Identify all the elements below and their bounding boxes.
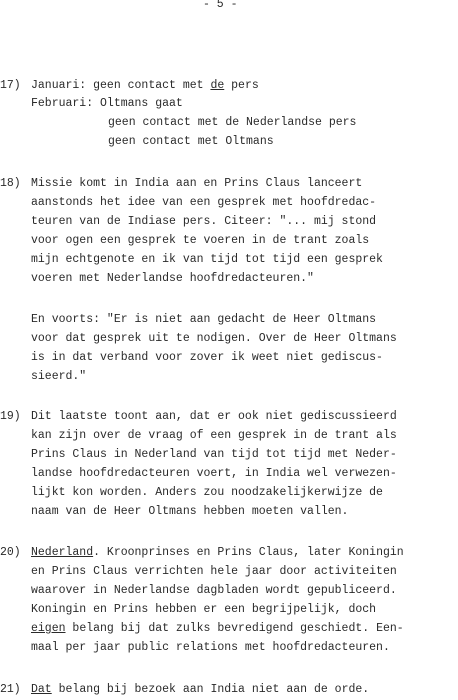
section-20-line-5: eigen belang bij dat zulks bevredigend geschiedt. Een- <box>31 622 404 635</box>
section-17-line-2: Februari: Oltmans gaat <box>31 97 183 110</box>
paragraph-line: maal per jaar public relations met hoofdredacteuren. <box>31 641 390 654</box>
paragraph-line: lijkt kon worden. Anders zou noodzakelijkerwijze de <box>31 486 383 499</box>
paragraph-line: mijn echtgenote en ik van tijd tot tijd een gesprek <box>31 253 383 266</box>
section-17-line-4: geen contact met Oltmans <box>108 135 274 148</box>
paragraph-line: Prins Claus in Nederland van tijd tot tijd met Neder- <box>31 448 397 461</box>
paragraph-line: voor dat gesprek uit te nodigen. Over de Heer Oltmans <box>31 332 397 345</box>
paragraph-line: sieerd." <box>31 370 87 383</box>
paragraph-line: En voorts: "Er is niet aan gedacht de Heer Oltmans <box>31 313 377 326</box>
page-number: - 5 - <box>203 0 238 11</box>
paragraph-line: landse hoofdredacteuren voert, in India wel verwezen- <box>31 467 397 480</box>
section-18-number: 18) <box>0 177 21 190</box>
paragraph-line: teuren van de Indiase pers. Citeer: "... mij stond <box>31 215 377 228</box>
paragraph-line: Missie komt in India aan en Prins Claus lanceert <box>31 177 363 190</box>
section-20-number: 20) <box>0 546 21 559</box>
section-20-line-1: Nederland. Kroonprinses en Prins Claus, later Koningin <box>31 546 404 559</box>
section-17-number: 17) <box>0 79 21 92</box>
section-17-line-1: Januari: geen contact met de pers <box>31 79 259 92</box>
paragraph-line: voeren met Nederlandse hoofdredacteuren." <box>31 272 314 285</box>
paragraph-line: aanstonds het idee van een gesprek met hoofdredac- <box>31 196 377 209</box>
paragraph-line: en Prins Claus verrichten hele jaar door activiteiten <box>31 565 397 578</box>
paragraph-line: kan zijn over de vraag of een gesprek in de trant als <box>31 429 397 442</box>
section-19-number: 19) <box>0 410 21 423</box>
section-21-number: 21) <box>0 683 21 696</box>
paragraph-line: Koningin en Prins hebben er een begrijpelijk, doch <box>31 603 377 616</box>
section-21-line-1: Dat belang bij bezoek aan India niet aan de orde. <box>31 683 370 696</box>
paragraph-line: Dit laatste toont aan, dat er ook niet gediscussieerd <box>31 410 397 423</box>
paragraph-line: is in dat verband voor zover ik weet niet gediscus- <box>31 351 383 364</box>
paragraph-line: voor ogen een gesprek te voeren in de trant zoals <box>31 234 370 247</box>
section-17-line-3: geen contact met de Nederlandse pers <box>108 116 357 129</box>
paragraph-line: naam van de Heer Oltmans hebben moeten vallen. <box>31 505 349 518</box>
paragraph-line: waarover in Nederlandse dagbladen wordt gepubliceerd. <box>31 584 397 597</box>
